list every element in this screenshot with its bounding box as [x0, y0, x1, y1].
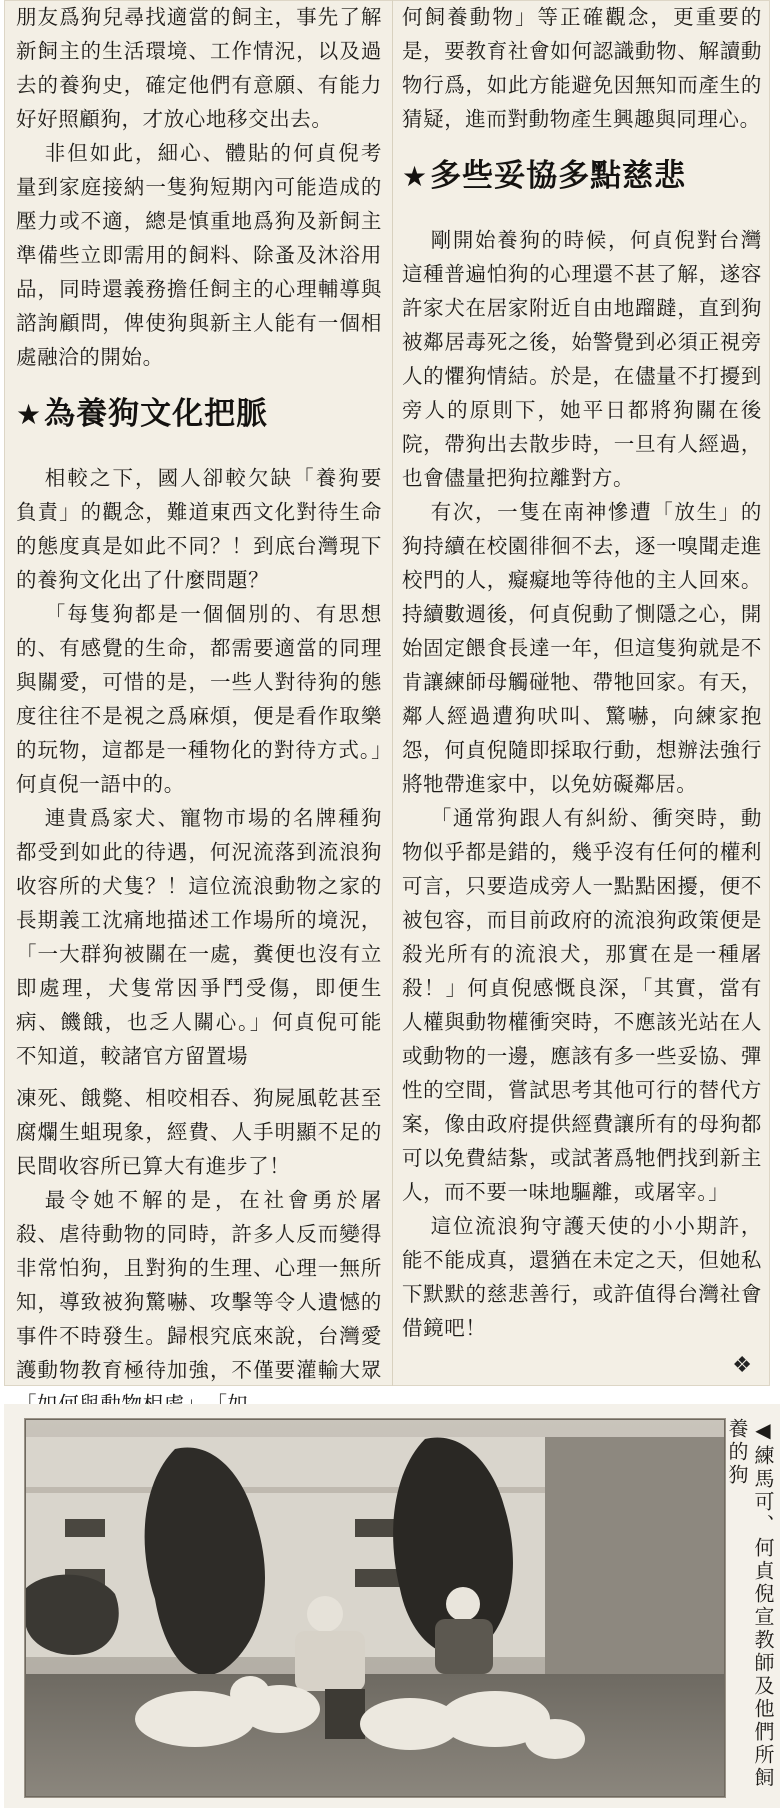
paragraph: 「每隻狗都是一個個別的、有思想的、有感覺的生命，都需要適當的同理與關愛，可惜的是，一些人對待狗的態度往往不是視之爲麻煩，便是看作取樂的玩物，這都是一種物化的對待方式。」何貞倪一語中的。: [16, 602, 382, 796]
heading-text: 為養狗文化把脈: [44, 396, 269, 432]
paragraph: 這位流浪狗守護天使的小小期許，能不能成真，還猶在未定之天，但她私下默默的慈悲善行，或許值得台灣社會借鏡吧！: [402, 1214, 762, 1340]
paragraph: 「通常狗跟人有糾紛、衝突時，動物似乎都是錯的，幾乎沒有任何的權利可言，只要造成旁人一點點困擾，便不被包容，而目前政府的流浪狗政策便是殺光所有的流浪犬，那實在是一種屠殺！」何貞倪感慨良深，「其實，當有人權與動物權衝突時，不應該光站在人或動物的一邊，應該有多一些妥協、彈性的空間，嘗試思考其他可行的替代方案，像由政府提供經費讓所有的母狗都可以免費結紮，或試著爲牠們找到新主人，而不要一味地驅離，或屠宰。」: [402, 806, 762, 1204]
shrub: [25, 1575, 119, 1655]
paragraph: 最令她不解的是，在社會勇於屠殺、虐待動物的同時，許多人反而變得非常怕狗，且對狗的生理、心理一無所知，導致被狗驚嚇、攻擊等令人遺憾的事件不時發生。歸根究底來說，台灣愛護動物教育極待加強，不僅要灌輸大眾: [16, 1188, 382, 1382]
right-column: [402, 0, 762, 1345]
photo-section: [4, 1404, 780, 1808]
paragraph: 凍死、餓斃、相咬相吞、狗屍風乾甚至腐爛生蛆現象，經費、人手明顯不足的民間收容所已算大有進步了！: [16, 1086, 382, 1178]
section-heading-compromise: [402, 156, 762, 197]
end-mark-icon: ❖: [732, 1353, 752, 1378]
star-icon: ★: [16, 398, 43, 431]
left-column: [16, 0, 382, 1421]
column-divider: [392, 0, 393, 1386]
newspaper-clipping: [4, 0, 770, 1386]
paragraph: 相較之下，國人卻較欠缺「養狗要負責」的觀念，難道東西文化對待生命的態度真是如此不同？！到底台灣現下的養狗文化出了什麼問題？: [16, 466, 382, 592]
paragraph: 連貴爲家犬、寵物市場的名牌種狗都受到如此的待遇，何況流落到流浪狗收容所的犬隻？！這位流浪動物之家的長期義工沈痛地描述工作場所的境況，「一大群狗被關在一處，糞便也沒有立即處理，犬隻常因爭鬥受傷，即便生病、饑餓，也乏人關心。」何貞倪可能不知道，較諸官方留置場: [16, 806, 382, 1068]
paragraph: 何飼養動物」等正確觀念，更重要的是，要教育社會如何認識動物、解讀動物行爲，如此方能避免因無知而產生的猜疑，進而對動物產生興趣與同理心。: [402, 5, 762, 131]
paragraph: 朋友爲狗兒尋找適當的飼主，事先了解新飼主的生活環境、工作情況，以及過去的養狗史，確定他們有意願、有能力好好照顧狗，才放心地移交出去。: [16, 5, 382, 131]
paragraph: 有次，一隻在南神慘遭「放生」的狗持續在校園徘徊不去，逐一嗅聞走進校門的人，癡癡地等待他的主人回來。持續數週後，何貞倪動了惻隱之心，開始固定餵食長達一年，但這隻狗就是不肯讓練師母觸碰牠、帶牠回家。有天，鄰人經過遭狗吠叫、驚嚇，向練家抱怨，何貞倪隨即採取行動，想辦法強行將牠帶進家中，以免妨礙鄰居。: [402, 500, 762, 796]
photo-caption: ◀練馬可、何貞倪宣教師及他們所飼養的狗: [725, 1418, 775, 1790]
paragraph: 剛開始養狗的時候，何貞倪對台灣這種普遍怕狗的心理還不甚了解，遂容許家犬在居家附近自由地蹓躂，直到狗被鄰居毒死之後，始警覺到必須正視旁人的懼狗情結。於是，在儘量不打擾到旁人的原則下，她平日都將狗關在後院，帶狗出去散步時，一旦有人經過，也會儘量把狗拉離對方。: [402, 228, 762, 490]
star-icon: ★: [402, 160, 429, 193]
photo-image: [25, 1419, 725, 1797]
heading-text: 多些妥協多點慈悲: [430, 158, 687, 194]
photo-missionaries-with-dogs: [24, 1418, 726, 1798]
paragraph: 非但如此，細心、體貼的何貞倪考量到家庭接納一隻狗短期內可能造成的壓力或不適，總是慎重地爲狗及新飼主準備些立即需用的飼料、除蚤及沐浴用品，同時還義務擔任飼主的心理輔導與諮詢顧問，俾使狗與新主人能有一個相處融洽的開始。: [16, 141, 382, 369]
section-heading-culture: [16, 394, 382, 435]
